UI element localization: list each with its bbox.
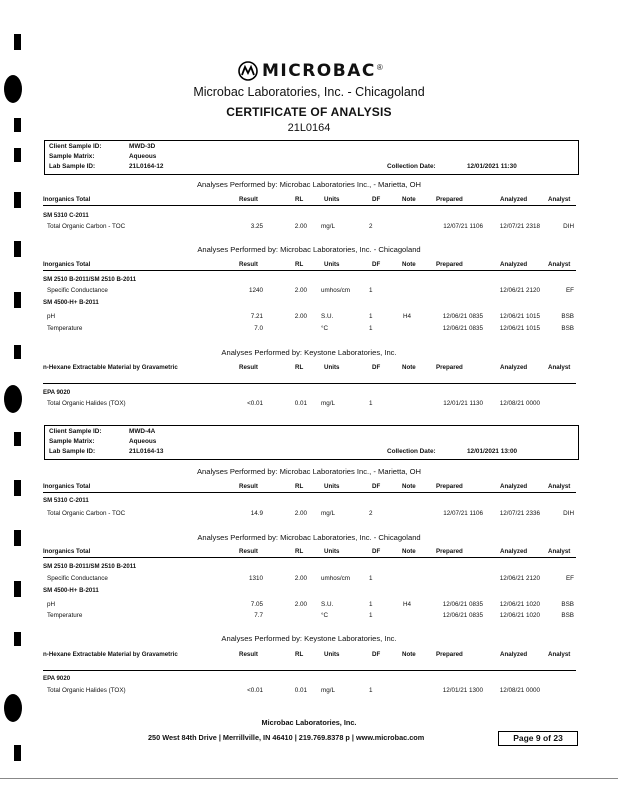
- col-note: Note: [402, 364, 416, 371]
- section-title: Analyses Performed by: Microbac Laboratories, Inc. - Chicagoland: [197, 245, 421, 254]
- analyte: Temperature: [47, 325, 83, 332]
- df: 1: [369, 612, 373, 619]
- col-units: Units: [324, 651, 340, 658]
- note: H4: [403, 313, 412, 320]
- sample-info-box: [44, 140, 579, 175]
- note: H4: [403, 601, 412, 608]
- col-analyzed: Analyzed: [500, 196, 528, 203]
- collection-date-label: Collection Date:: [387, 448, 436, 455]
- analyzed: 12/07/21 2336: [499, 510, 540, 517]
- company-logo: [238, 60, 383, 82]
- col-analyst: Analyst: [548, 261, 571, 268]
- sample-matrix: Aqueous: [129, 153, 157, 160]
- col-analyzed: Analyzed: [500, 261, 528, 268]
- df: 1: [369, 400, 373, 407]
- binder-mark: [14, 745, 21, 761]
- result: 7.05: [250, 601, 263, 608]
- col-units: Units: [324, 548, 340, 555]
- analyte: Specific Conductance: [47, 287, 108, 294]
- col-units: Units: [324, 364, 340, 371]
- col-result: Result: [239, 261, 258, 268]
- col-note: Note: [402, 483, 416, 490]
- result: <0.01: [247, 400, 263, 407]
- section-title: Analyses Performed by: Microbac Laboratories Inc., - Marietta, OH: [196, 180, 422, 189]
- collection-date: 12/01/2021 13:00: [467, 448, 518, 455]
- collection-date-label: Collection Date:: [387, 163, 436, 170]
- logo-text: MICROBAC: [262, 61, 376, 81]
- table-row: [43, 601, 576, 610]
- df: 1: [369, 325, 373, 332]
- table-row: [43, 400, 576, 409]
- method-name: EPA 9020: [43, 389, 71, 396]
- analyst: BSB: [561, 612, 574, 619]
- table-row: [43, 687, 576, 696]
- analyzed: 12/06/21 1020: [499, 612, 540, 619]
- client-sample-id-label: Client Sample ID:: [49, 143, 102, 150]
- col-note: Note: [402, 196, 416, 203]
- lab-sample-id: 21L0164-12: [129, 163, 164, 170]
- client-sample-id: MWD-3D: [129, 143, 156, 150]
- table-header: [43, 195, 576, 206]
- analyst: BSB: [561, 325, 574, 332]
- units: mg/L: [321, 223, 335, 230]
- analyst: BSB: [561, 313, 574, 320]
- binder-mark: [14, 34, 21, 50]
- units: mg/L: [321, 400, 335, 407]
- result: 1310: [248, 575, 263, 582]
- company-name: Microbac Laboratories, Inc. - Chicagoland: [193, 85, 425, 99]
- analyte: Total Organic Carbon - TOC: [47, 510, 126, 517]
- df: 1: [369, 687, 373, 694]
- units: umhos/cm: [321, 575, 351, 582]
- col-prepared: Prepared: [436, 261, 463, 268]
- binder-hole: [4, 385, 22, 413]
- collection-date: 12/01/2021 11:30: [467, 163, 517, 170]
- table-row: [43, 325, 576, 334]
- units: mg/L: [321, 510, 335, 517]
- binder-mark: [14, 480, 21, 496]
- group-header: n-Hexane Extractable Material by Gravametric: [43, 364, 178, 371]
- section-title: Analyses Performed by: Keystone Laboratories, Inc.: [221, 634, 397, 643]
- table-header: [43, 363, 576, 384]
- result: 7.7: [254, 612, 263, 619]
- col-prepared: Prepared: [436, 548, 463, 555]
- binder-mark: [14, 148, 21, 162]
- col-prepared: Prepared: [436, 651, 463, 658]
- client-sample-id-label: Client Sample ID:: [49, 428, 102, 435]
- col-df: DF: [372, 651, 381, 658]
- group-header: Inorganics Total: [43, 483, 91, 490]
- table-row: [43, 612, 576, 621]
- col-units: Units: [324, 196, 340, 203]
- col-result: Result: [239, 548, 258, 555]
- analyzed: 12/06/21 1015: [499, 325, 540, 332]
- document-title: CERTIFICATE OF ANALYSIS: [226, 105, 392, 119]
- prepared: 12/07/21 1106: [443, 510, 483, 517]
- lab-sample-id-label: Lab Sample ID:: [49, 163, 96, 170]
- analyte: pH: [47, 601, 56, 608]
- rl: 2.00: [294, 510, 307, 517]
- col-rl: RL: [295, 483, 304, 490]
- sample-matrix-label: Sample Matrix:: [49, 153, 95, 160]
- col-analyzed: Analyzed: [500, 651, 528, 658]
- analyte: Total Organic Halides (TOX): [47, 687, 126, 694]
- prepared: 12/06/21 0835: [442, 313, 483, 320]
- analyte: Total Organic Halides (TOX): [47, 400, 126, 407]
- col-note: Note: [402, 651, 416, 658]
- method-name: SM 4500-H+ B-2011: [43, 587, 99, 594]
- col-result: Result: [239, 196, 258, 203]
- rl: 0.01: [294, 687, 307, 694]
- col-units: Units: [324, 261, 340, 268]
- col-prepared: Prepared: [436, 364, 463, 371]
- lab-sample-id-label: Lab Sample ID:: [49, 448, 96, 455]
- units: umhos/cm: [321, 287, 351, 294]
- analyst: BSB: [561, 601, 574, 608]
- col-analyst: Analyst: [548, 196, 571, 203]
- col-units: Units: [324, 483, 340, 490]
- prepared: 12/06/21 0835: [442, 601, 483, 608]
- prepared: 12/01/21 1300: [442, 687, 483, 694]
- analyst: DIH: [563, 510, 574, 517]
- section-title: Analyses Performed by: Keystone Laboratories, Inc.: [221, 348, 397, 357]
- table-header: [43, 482, 576, 493]
- col-rl: RL: [295, 651, 304, 658]
- analyst: DIH: [563, 223, 574, 230]
- table-header: [43, 650, 576, 671]
- rl: 2.00: [294, 575, 307, 582]
- rl: 2.00: [294, 601, 307, 608]
- prepared: 12/06/21 0835: [442, 325, 483, 332]
- col-df: DF: [372, 483, 381, 490]
- rl: 2.00: [294, 287, 307, 294]
- method-name: SM 5310 C-2011: [43, 497, 89, 504]
- prepared: 12/01/21 1130: [443, 400, 483, 407]
- sample-info-box: [44, 425, 579, 460]
- units: mg/L: [321, 687, 335, 694]
- rl: 0.01: [294, 400, 307, 407]
- section-title: Analyses Performed by: Microbac Laboratories Inc., - Marietta, OH: [196, 467, 422, 476]
- col-analyzed: Analyzed: [500, 483, 528, 490]
- rl: 2.00: [294, 223, 307, 230]
- result: 14.9: [250, 510, 263, 517]
- col-result: Result: [239, 483, 258, 490]
- units: S.U.: [321, 313, 334, 320]
- analyst: EF: [565, 287, 574, 294]
- client-sample-id: MWD-4A: [129, 428, 156, 435]
- col-analyzed: Analyzed: [500, 548, 528, 555]
- col-analyst: Analyst: [548, 548, 571, 555]
- registered-mark: ®: [376, 62, 383, 72]
- df: 1: [369, 287, 373, 294]
- col-analyst: Analyst: [548, 651, 571, 658]
- col-analyst: Analyst: [548, 364, 571, 371]
- df: 1: [369, 313, 373, 320]
- col-rl: RL: [295, 548, 304, 555]
- section-title: Analyses Performed by: Microbac Laboratories, Inc. - Chicagoland: [197, 533, 421, 542]
- microbac-logo-icon: [238, 61, 258, 81]
- df: 2: [369, 510, 373, 517]
- col-note: Note: [402, 261, 416, 268]
- result: 7.21: [250, 313, 263, 320]
- col-rl: RL: [295, 196, 304, 203]
- units: S.U.: [321, 601, 334, 608]
- table-row: [43, 313, 576, 322]
- binder-mark: [14, 292, 21, 308]
- footer-company: Microbac Laboratories, Inc.: [261, 718, 357, 727]
- col-note: Note: [402, 548, 416, 555]
- df: 1: [369, 575, 373, 582]
- lab-sample-id: 21L0164-13: [129, 448, 164, 455]
- units: °C: [321, 325, 329, 332]
- analyzed: 12/07/21 2318: [499, 223, 540, 230]
- result: <0.01: [247, 687, 263, 694]
- analyzed: 12/06/21 2120: [499, 575, 540, 582]
- col-result: Result: [239, 364, 258, 371]
- col-prepared: Prepared: [436, 483, 463, 490]
- col-df: DF: [372, 548, 381, 555]
- result: 1240: [248, 287, 263, 294]
- sample-matrix: Aqueous: [129, 438, 157, 445]
- group-header: n-Hexane Extractable Material by Gravametric: [43, 651, 178, 658]
- method-name: SM 4500-H+ B-2011: [43, 299, 99, 306]
- analyte: Specific Conductance: [47, 575, 108, 582]
- analyte: Total Organic Carbon - TOC: [47, 223, 126, 230]
- table-header: [43, 260, 576, 271]
- method-name: EPA 9020: [43, 675, 71, 682]
- method-name: SM 2510 B-2011/SM 2510 B-2011: [43, 563, 137, 570]
- prepared: 12/07/21 1106: [443, 223, 483, 230]
- prepared: 12/06/21 0835: [442, 612, 483, 619]
- analyzed: 12/08/21 0000: [499, 400, 540, 407]
- table-header: [43, 547, 576, 558]
- method-name: SM 5310 C-2011: [43, 212, 89, 219]
- col-rl: RL: [295, 261, 304, 268]
- result: 3.25: [250, 223, 263, 230]
- rl: 2.00: [294, 313, 307, 320]
- group-header: Inorganics Total: [43, 548, 91, 555]
- col-rl: RL: [295, 364, 304, 371]
- analyte: Temperature: [47, 612, 83, 619]
- binder-mark: [14, 432, 21, 446]
- page-number: Page 9 of 23: [498, 731, 578, 746]
- df: 1: [369, 601, 373, 608]
- work-order-number: 21L0164: [287, 122, 331, 134]
- col-analyzed: Analyzed: [500, 364, 528, 371]
- group-header: Inorganics Total: [43, 261, 91, 268]
- binder-mark: [14, 192, 21, 208]
- table-row: [43, 223, 576, 232]
- analyzed: 12/08/21 0000: [499, 687, 540, 694]
- col-analyst: Analyst: [548, 483, 571, 490]
- group-header: Inorganics Total: [43, 196, 91, 203]
- analyte: pH: [47, 313, 56, 320]
- binder-mark: [14, 581, 21, 597]
- analyzed: 12/06/21 1020: [499, 601, 540, 608]
- analyzed: 12/06/21 1015: [499, 313, 540, 320]
- footer-address: 250 West 84th Drive | Merrillville, IN 46410 | 219.769.8378 p | www.microbac.com: [148, 733, 425, 742]
- col-df: DF: [372, 261, 381, 268]
- table-row: [43, 575, 576, 584]
- sample-matrix-label: Sample Matrix:: [49, 438, 95, 445]
- result: 7.0: [254, 325, 263, 332]
- analyzed: 12/06/21 2120: [499, 287, 540, 294]
- analyst: EF: [565, 575, 574, 582]
- method-name: SM 2510 B-2011/SM 2510 B-2011: [43, 276, 137, 283]
- bottom-rule: [0, 778, 618, 779]
- units: °C: [321, 612, 329, 619]
- col-df: DF: [372, 196, 381, 203]
- df: 2: [369, 223, 373, 230]
- table-row: [43, 510, 576, 519]
- col-prepared: Prepared: [436, 196, 463, 203]
- col-df: DF: [372, 364, 381, 371]
- table-row: [43, 287, 576, 296]
- col-result: Result: [239, 651, 258, 658]
